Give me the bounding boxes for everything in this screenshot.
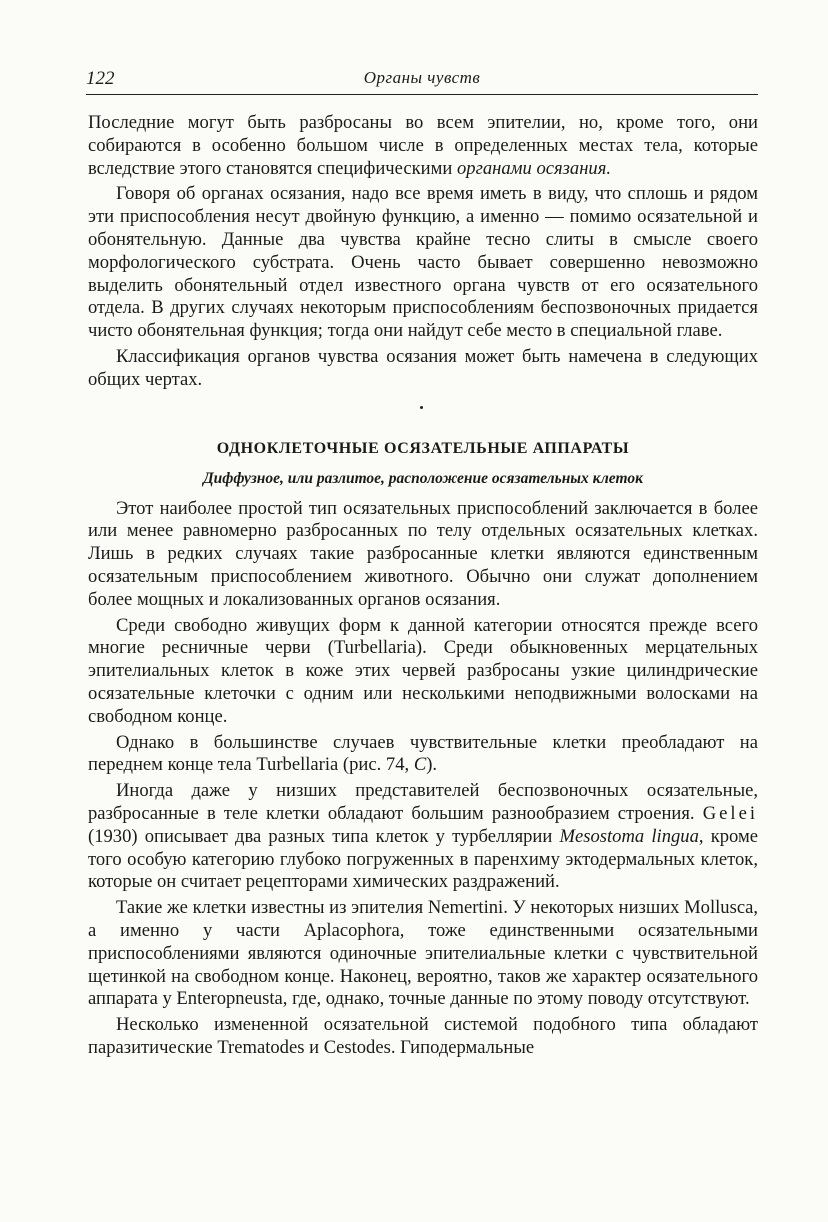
paragraph: Последние могут быть разбросаны во всем эпителии, но, кроме того, они собираются в особенно большом числе в определенных местах тела, которые вследствие этого становятся специфическими органами осязания.	[88, 112, 758, 179]
separator-dot	[420, 406, 423, 409]
species-name: Mesostoma lingua	[559, 825, 699, 847]
running-title: Органы чувств	[363, 68, 481, 87]
paragraph: Среди свободно живущих форм к данной категории относятся прежде всего многие ресничные черви (Turbellaria). Среди обыкновенных мерцательных эпителиальных клеток в коже этих червей разбросаны узкие цилиндрические осязательные клеточки с одним или несколькими неподвижными волосками на свободном конце.	[88, 614, 758, 727]
page-number: 122	[86, 68, 115, 89]
paragraph: Такие же клетки известны из эпителия Nemertini. У некоторых низших Mollusca, а именно у части Aplacophora, тоже единственными осязательными приспособлениями являются одиночные эпителиальные клетки с чувствительной щетинкой на свободном конце. Наконец, вероятно, таков же характер осязательного аппарата у Enteropneusta, где, однако, точные данные по этому поводу отсутствуют.	[88, 897, 758, 1010]
author-name: Gelei	[702, 802, 758, 824]
subsection-heading: Диффузное, или разлитое, расположение осязательных клеток	[203, 469, 643, 487]
page-header	[86, 64, 758, 95]
italic-term: органами осязания.	[456, 157, 612, 179]
section-separator	[88, 392, 758, 418]
paragraph: Однако в большинстве случаев чувствительные клетки преобладают на переднем конце тела Turbellaria (рис. 74, C).	[88, 731, 758, 776]
paragraph: Этот наиболее простой тип осязательных приспособлений заключается в более или менее равномерно разбросанных по телу отдельных осязательных клетках. Лишь в редких случаях такие разбросанные клетки являются единственным осязательным приспособлением животного. Обычно они служат дополнением более мощных и локализованных органов осязания.	[88, 497, 758, 610]
page-body	[88, 112, 758, 1060]
paragraph: Несколько измененной осязательной системой подобного типа обладают паразитические Trematodes и Cestodes. Гиподермальные	[88, 1014, 758, 1058]
paragraph: Говоря об органах осязания, надо все время иметь в виду, что сплошь и рядом эти приспособления несут двойную функцию, а именно — помимо осязательной и обонятельную. Данные два чувства крайне тесно слиты в смысле своего морфологического субстрата. Очень часто бывает совершенно невозможно выделить обонятельный отдел известного органа чувств от его осязательного отдела. В других случаях некоторым приспособлениям беспозвоночных придается чисто обонятельная функция; тогда они найдут себе место в специальной главе.	[88, 183, 758, 342]
paragraph: Иногда даже у низших представителей беспозвоночных осязательные, разбросанные в теле клетки обладают большим разнообразием строения. Gelei (1930) описывает два разных типа клеток у турбеллярии Mesostoma lingua, кроме того особую категорию глубоко погруженных в паренхиму эктодермальных клеток, которые он считает рецепторами химических раздражений.	[88, 780, 758, 893]
paragraph: Классификация органов чувства осязания может быть намечена в следующих общих чертах.	[88, 345, 758, 390]
figure-panel-ref: C	[413, 754, 427, 776]
section-heading: ОДНОКЛЕТОЧНЫЕ ОСЯЗАТЕЛЬНЫЕ АППАРАТЫ	[216, 439, 630, 457]
